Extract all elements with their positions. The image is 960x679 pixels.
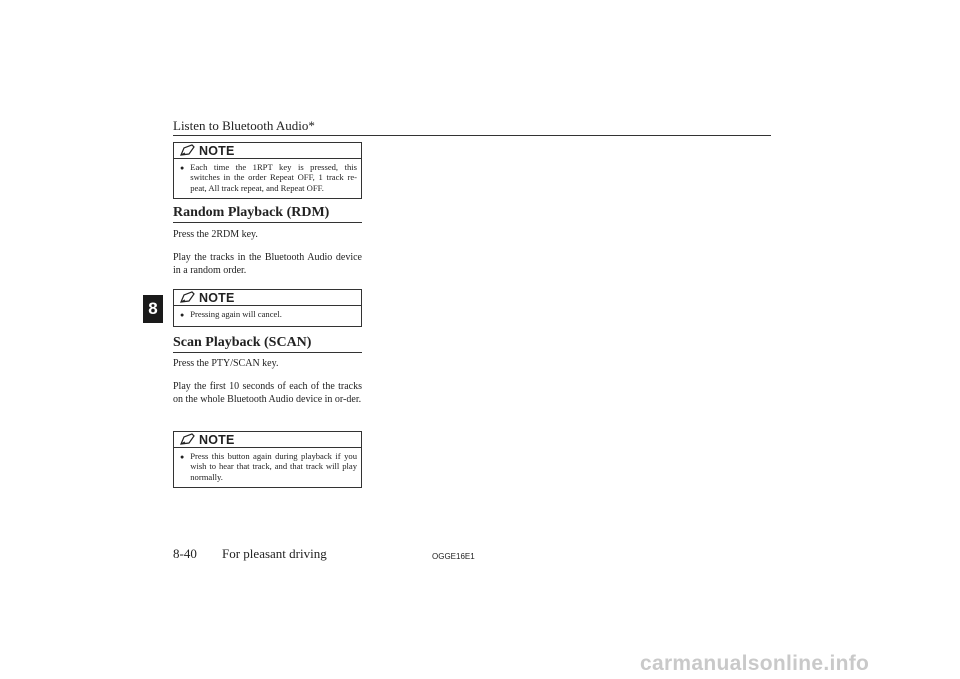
- footer-section-name: For pleasant driving: [222, 546, 327, 561]
- note-label: NOTE: [199, 143, 235, 158]
- bullet-icon: ●: [180, 165, 185, 172]
- note-box-repeat: [173, 142, 362, 199]
- note-text: Press this button again during playback if you wish to hear that track, and that track will play normally.: [190, 451, 357, 482]
- bullet-icon: ●: [180, 312, 185, 319]
- bullet-icon: ●: [180, 454, 185, 461]
- document-code: OGGE16E1: [432, 552, 475, 561]
- note-header: [174, 290, 361, 306]
- note-text: Pressing again will cancel.: [190, 309, 282, 319]
- chapter-tab: 8: [143, 295, 163, 323]
- section-title-scan: Scan Playback (SCAN): [173, 335, 362, 353]
- section-title-random: Random Playback (RDM): [173, 205, 362, 223]
- note-label: NOTE: [199, 432, 235, 447]
- note-box-scan: [173, 431, 362, 488]
- paragraph: Play the first 10 seconds of each of the tracks on the whole Bluetooth Audio device in or-der.: [173, 381, 362, 405]
- paragraph: Press the PTY/SCAN key.: [173, 358, 279, 369]
- pencil-note-icon: [180, 144, 196, 157]
- pencil-note-icon: [180, 433, 196, 446]
- paragraph: Play the tracks in the Bluetooth Audio device in a random order.: [173, 252, 362, 276]
- note-text: Each time the 1RPT key is pressed, this switches in the order Repeat OFF, 1 track re-peat, All track repeat, and Repeat OFF.: [190, 162, 357, 193]
- note-header: [174, 143, 361, 159]
- note-label: NOTE: [199, 290, 235, 305]
- header-divider: [173, 135, 771, 136]
- pencil-note-icon: [180, 291, 196, 304]
- page-number: 8-40: [173, 546, 197, 561]
- paragraph: Press the 2RDM key.: [173, 229, 258, 240]
- page-header-title: Listen to Bluetooth Audio*: [173, 118, 315, 133]
- note-header: [174, 432, 361, 448]
- note-box-random: [173, 289, 362, 327]
- watermark-link[interactable]: carmanualsonline.info: [640, 652, 870, 675]
